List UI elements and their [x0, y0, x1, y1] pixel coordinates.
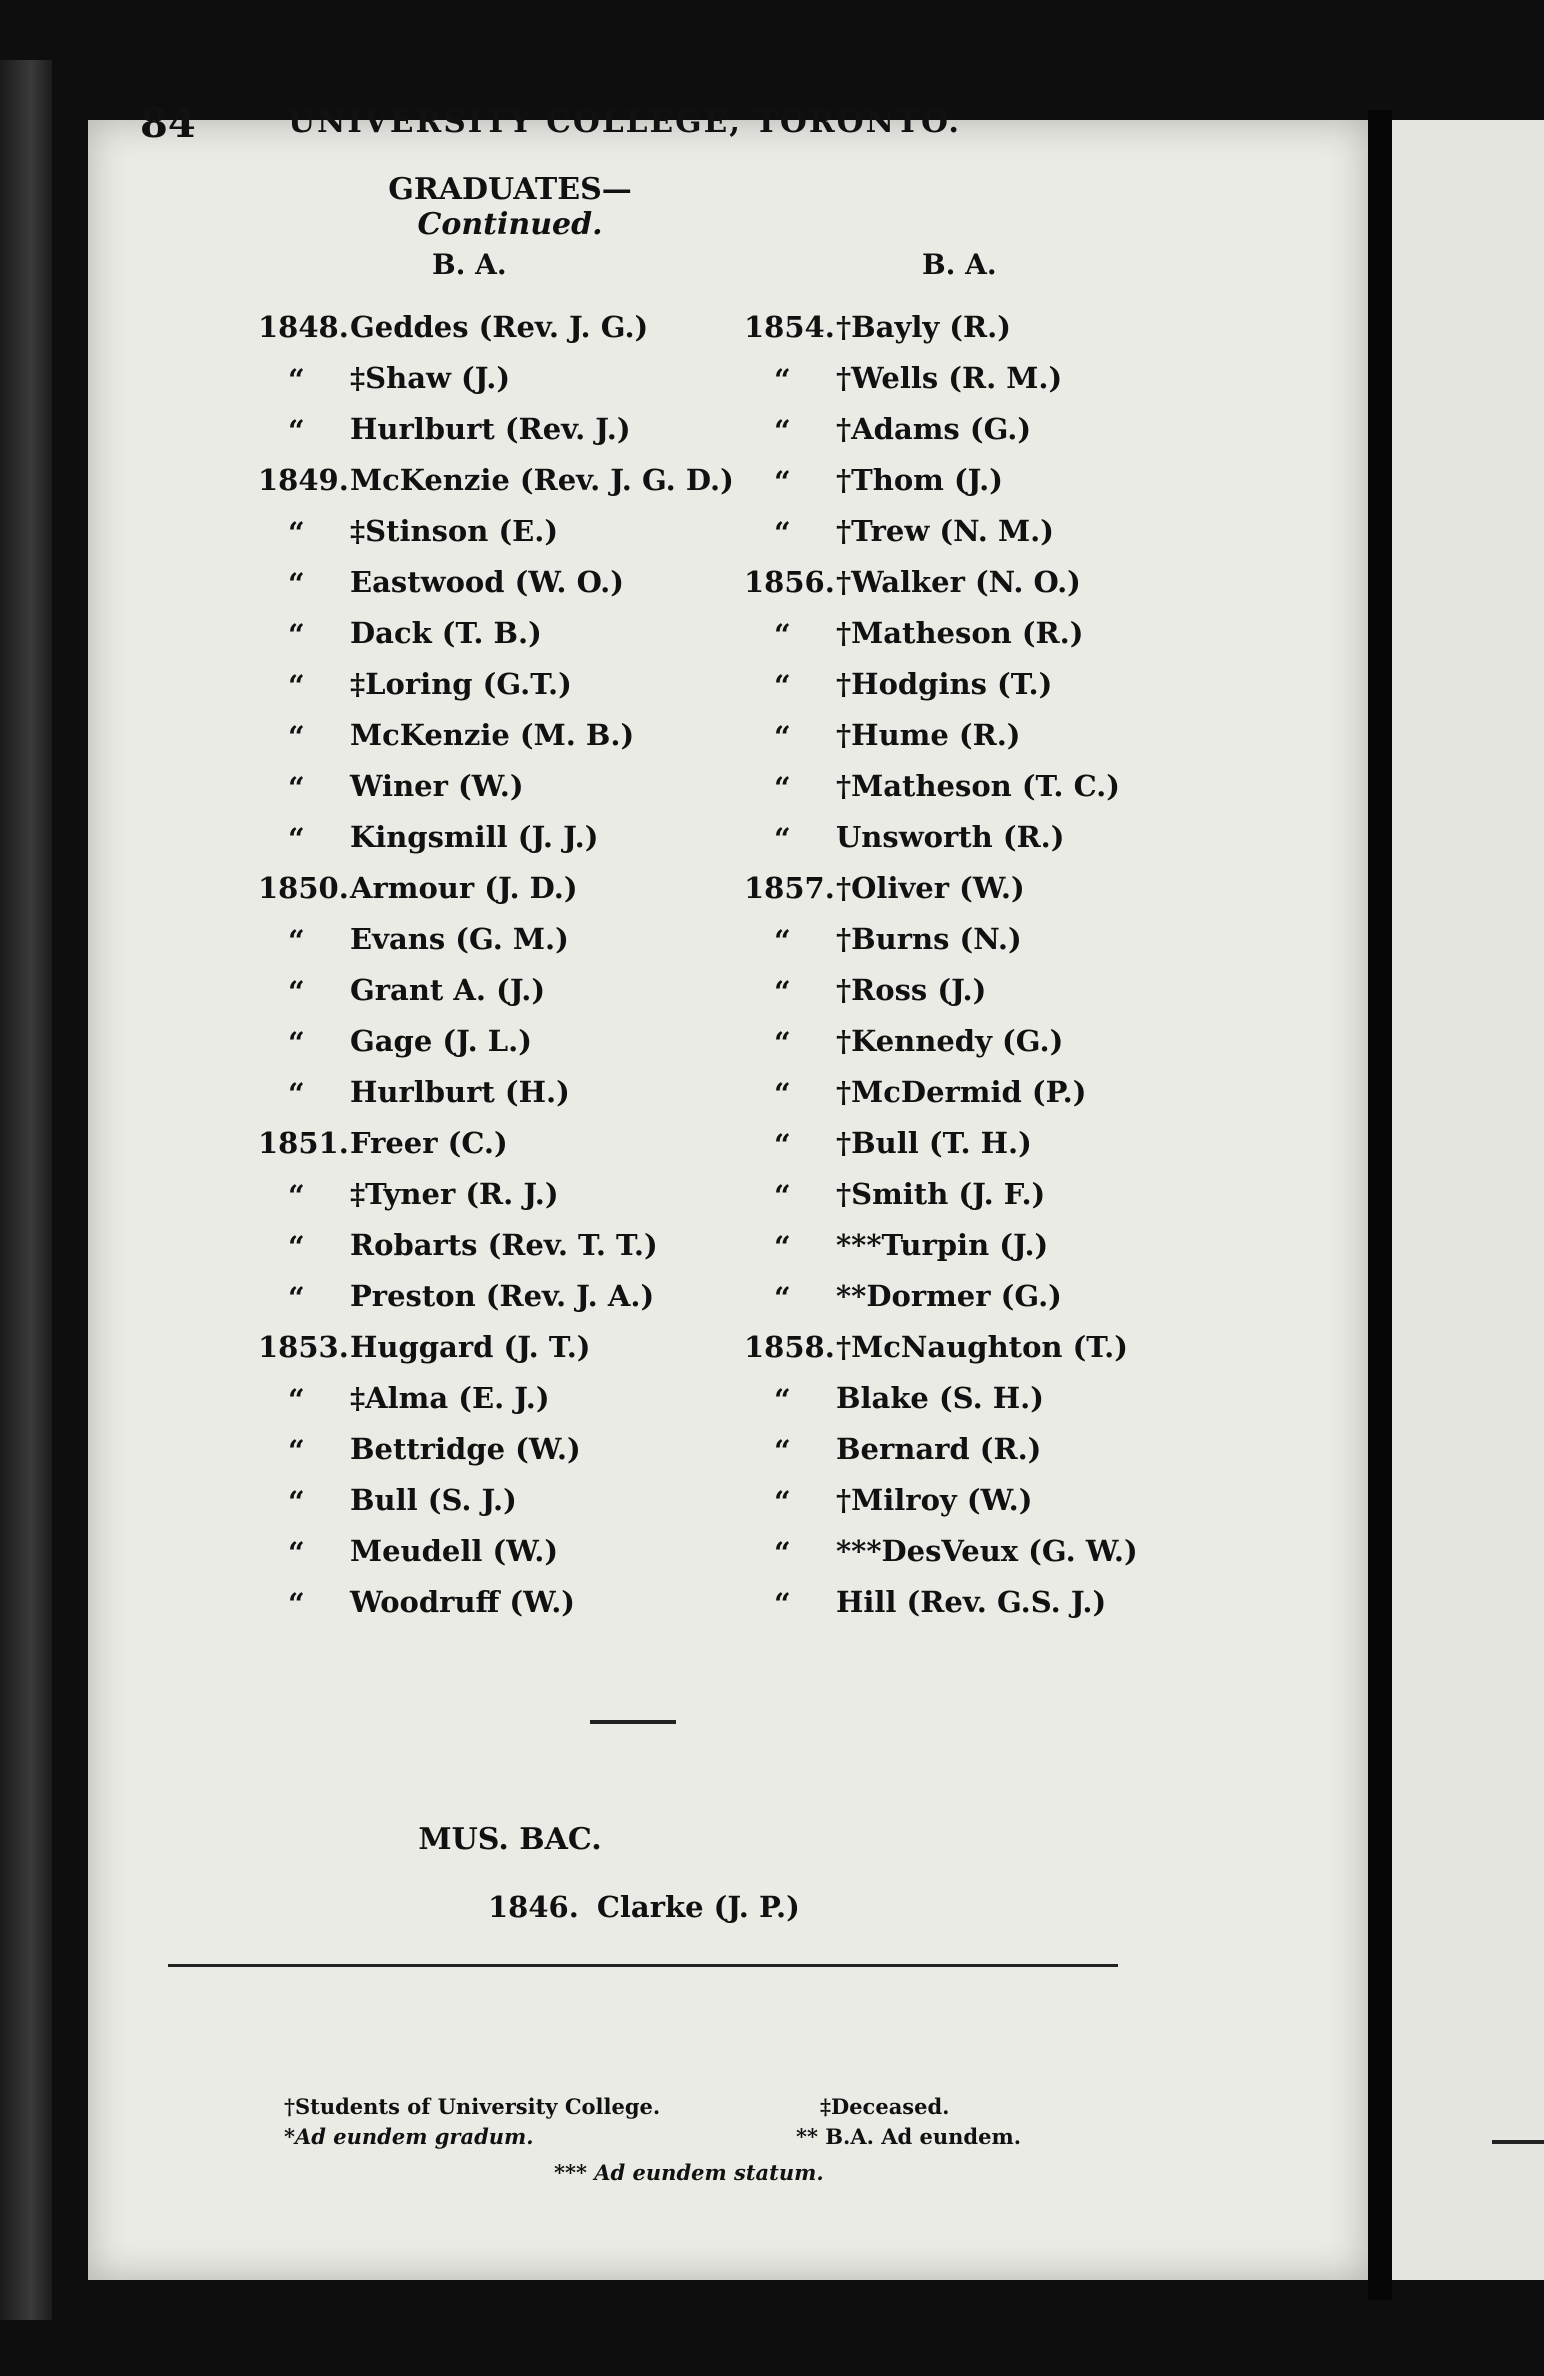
graduate-name: Robarts (Rev. T. T.) — [350, 1228, 658, 1262]
graduate-name: Hill (Rev. G.S. J.) — [836, 1585, 1107, 1619]
mus-bac-heading: MUS. BAC. — [418, 1822, 602, 1857]
ditto-mark: “ — [288, 924, 305, 958]
graduate-name: ‡Loring (G.T.) — [350, 667, 572, 701]
graduate-name: †Matheson (R.) — [836, 616, 1084, 650]
graduate-name: Geddes (Rev. J. G.) — [350, 310, 649, 344]
graduate-year: 1849. — [258, 463, 349, 497]
ditto-mark: “ — [774, 1434, 791, 1468]
facing-page-edge — [1392, 120, 1544, 2280]
ditto-mark: “ — [288, 1485, 305, 1519]
graduate-name: ‡Stinson (E.) — [350, 514, 559, 548]
book-left-edge — [0, 60, 52, 2320]
footnote-ad-eundem-gradum-text: *Ad eundem gradum. — [284, 2124, 534, 2149]
running-head — [140, 100, 1140, 160]
ditto-mark: “ — [288, 1536, 305, 1570]
graduate-name: †Bull (T. H.) — [836, 1126, 1032, 1160]
graduate-name: Armour (J. D.) — [350, 871, 578, 905]
section-divider — [590, 1720, 676, 1724]
ditto-mark: “ — [288, 567, 305, 601]
graduate-name: Hurlburt (Rev. J.) — [350, 412, 631, 446]
footnote-ba-ad-eundem: ** B.A. Ad eundem. — [796, 2124, 1022, 2149]
ditto-mark: “ — [288, 1179, 305, 1213]
ditto-mark: “ — [288, 1383, 305, 1417]
graduate-name: Blake (S. H.) — [836, 1381, 1044, 1415]
graduate-name: ***DesVeux (G. W.) — [836, 1534, 1138, 1568]
graduate-name: Winer (W.) — [350, 769, 524, 803]
graduate-name: †Ross (J.) — [836, 973, 987, 1007]
graduate-name: Bull (S. J.) — [350, 1483, 517, 1517]
ditto-mark: “ — [288, 414, 305, 448]
graduate-name: †Wells (R. M.) — [836, 361, 1063, 395]
graduate-year: 1853. — [258, 1330, 349, 1364]
graduate-year: 1851. — [258, 1126, 349, 1160]
ditto-mark: “ — [774, 771, 791, 805]
footnote-ad-eundem-gradum — [284, 2124, 534, 2149]
graduate-name: †Hume (R.) — [836, 718, 1021, 752]
ditto-mark: “ — [774, 1536, 791, 1570]
ditto-mark: “ — [288, 1077, 305, 1111]
ditto-mark: “ — [288, 516, 305, 550]
ditto-mark: “ — [774, 1587, 791, 1621]
graduate-name: †Burns (N.) — [836, 922, 1022, 956]
right-column-heading: B. A. — [922, 248, 997, 281]
footnote-ad-eundem-statum — [554, 2160, 824, 2185]
graduate-name: †Matheson (T. C.) — [836, 769, 1120, 803]
ditto-mark: “ — [774, 465, 791, 499]
graduate-name: †Bayly (R.) — [836, 310, 1011, 344]
ditto-mark: “ — [288, 363, 305, 397]
ditto-mark: “ — [288, 975, 305, 1009]
ditto-mark: “ — [774, 1383, 791, 1417]
ditto-mark: “ — [774, 1179, 791, 1213]
ditto-mark: “ — [774, 1026, 791, 1060]
mus-bac-name: Clarke (J. P.) — [596, 1890, 800, 1924]
facing-page-mark — [1492, 2140, 1544, 2144]
left-column-heading: B. A. — [432, 248, 507, 281]
graduate-name: Hurlburt (H.) — [350, 1075, 570, 1109]
graduate-name: Grant A. (J.) — [350, 973, 546, 1007]
graduate-name: Kingsmill (J. J.) — [350, 820, 599, 854]
ditto-mark: “ — [288, 771, 305, 805]
ditto-mark: “ — [774, 516, 791, 550]
book-gutter — [1368, 110, 1392, 2300]
graduate-name: ‡Shaw (J.) — [350, 361, 511, 395]
graduate-name: McKenzie (M. B.) — [350, 718, 635, 752]
graduate-year: 1850. — [258, 871, 349, 905]
graduate-name: Dack (T. B.) — [350, 616, 542, 650]
ditto-mark: “ — [774, 975, 791, 1009]
graduate-name: McKenzie (Rev. J. G. D.) — [350, 463, 734, 497]
ditto-mark: “ — [288, 822, 305, 856]
graduate-name: Meudell (W.) — [350, 1534, 559, 1568]
ditto-mark: “ — [774, 822, 791, 856]
graduate-name: †Thom (J.) — [836, 463, 1003, 497]
ditto-mark: “ — [774, 1230, 791, 1264]
ditto-mark: “ — [288, 1587, 305, 1621]
ditto-mark: “ — [774, 1485, 791, 1519]
mus-bac-entry — [488, 1890, 800, 1924]
graduate-name: Freer (C.) — [350, 1126, 508, 1160]
ditto-mark: “ — [774, 618, 791, 652]
graduate-name: †McDermid (P.) — [836, 1075, 1087, 1109]
graduate-name: †Smith (J. F.) — [836, 1177, 1046, 1211]
graduate-year: 1857. — [744, 871, 835, 905]
graduate-name: ‡Tyner (R. J.) — [350, 1177, 559, 1211]
section-heading-continued: Continued. — [417, 207, 603, 242]
ditto-mark: “ — [774, 363, 791, 397]
ditto-mark: “ — [774, 924, 791, 958]
graduate-name: **Dormer (G.) — [836, 1279, 1062, 1313]
graduate-name: †Adams (G.) — [836, 412, 1032, 446]
graduate-year: 1854. — [744, 310, 835, 344]
page-number: 84 — [140, 100, 196, 147]
graduate-name: Eastwood (W. O.) — [350, 565, 624, 599]
graduate-name: †Oliver (W.) — [836, 871, 1025, 905]
ditto-mark: “ — [288, 1281, 305, 1315]
ditto-mark: “ — [288, 1230, 305, 1264]
graduate-name: †Hodgins (T.) — [836, 667, 1053, 701]
graduate-name: ***Turpin (J.) — [836, 1228, 1049, 1262]
ditto-mark: “ — [774, 1128, 791, 1162]
graduate-name: †Milroy (W.) — [836, 1483, 1033, 1517]
graduate-name: Evans (G. M.) — [350, 922, 569, 956]
ditto-mark: “ — [774, 669, 791, 703]
graduate-name: Bernard (R.) — [836, 1432, 1042, 1466]
ditto-mark: “ — [774, 720, 791, 754]
running-title: UNIVERSITY COLLEGE, TORONTO. — [288, 104, 962, 140]
ditto-mark: “ — [288, 618, 305, 652]
graduate-name: Huggard (J. T.) — [350, 1330, 591, 1364]
graduate-name: ‡Alma (E. J.) — [350, 1381, 550, 1415]
footnote-students: †Students of University College. — [284, 2094, 661, 2119]
graduate-name: Bettridge (W.) — [350, 1432, 581, 1466]
graduate-name: Preston (Rev. J. A.) — [350, 1279, 655, 1313]
graduate-year: 1856. — [744, 565, 835, 599]
section-heading-main: GRADUATES— — [388, 172, 632, 207]
graduate-name: Woodruff (W.) — [350, 1585, 576, 1619]
footnote-ad-eundem-statum-text: *** Ad eundem statum. — [554, 2160, 824, 2185]
page-sheet — [88, 120, 1368, 2280]
ditto-mark: “ — [288, 669, 305, 703]
ditto-mark: “ — [288, 1026, 305, 1060]
graduate-name: †Trew (N. M.) — [836, 514, 1054, 548]
ditto-mark: “ — [288, 720, 305, 754]
graduate-name: †McNaughton (T.) — [836, 1330, 1128, 1364]
graduate-name: Unsworth (R.) — [836, 820, 1065, 854]
graduate-year: 1858. — [744, 1330, 835, 1364]
graduate-name: Gage (J. L.) — [350, 1024, 532, 1058]
ditto-mark: “ — [288, 1434, 305, 1468]
ditto-mark: “ — [774, 1281, 791, 1315]
ditto-mark: “ — [774, 1077, 791, 1111]
mus-bac-year: 1846. — [488, 1890, 579, 1924]
footnote-deceased: ‡Deceased. — [820, 2094, 950, 2119]
section-heading — [300, 172, 720, 242]
graduate-name: †Kennedy (G.) — [836, 1024, 1064, 1058]
graduate-name: †Walker (N. O.) — [836, 565, 1081, 599]
ditto-mark: “ — [774, 414, 791, 448]
graduate-year: 1848. — [258, 310, 349, 344]
footnote-rule — [168, 1964, 1118, 1967]
